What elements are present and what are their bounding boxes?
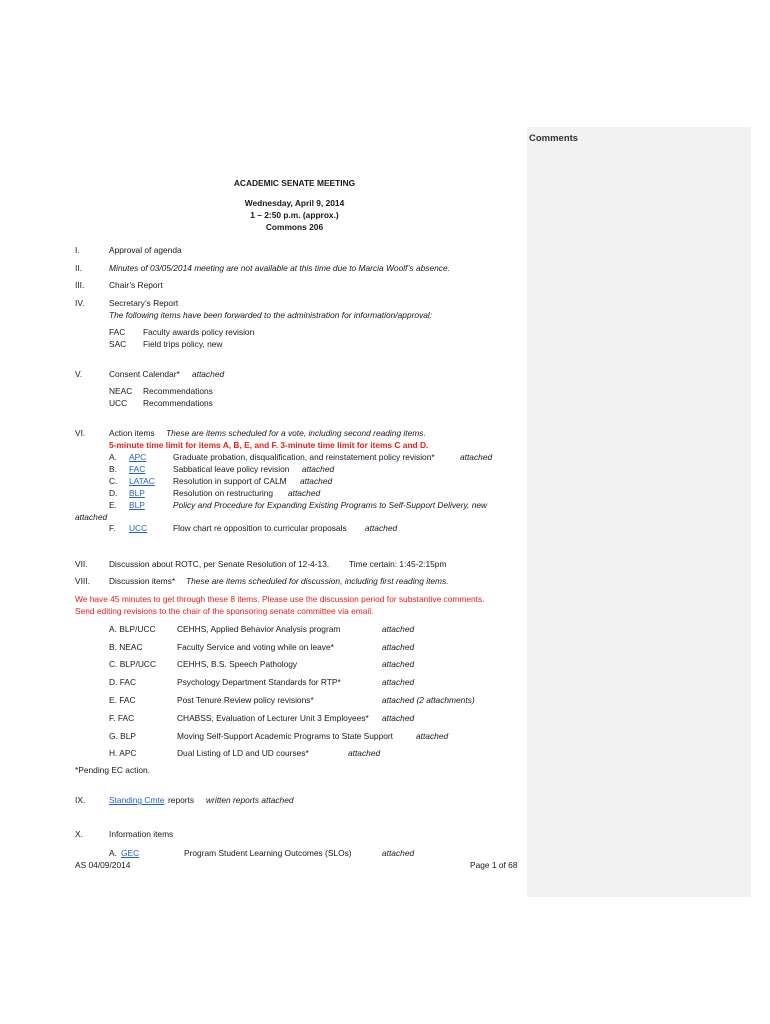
discussion-editing-note: Send editing revisions to the chair of the sponsoring senate committee via email.: [75, 606, 374, 616]
discussion-row-label: G. BLP: [109, 731, 136, 741]
item-number: IV.: [75, 298, 85, 308]
committee-link-blp[interactable]: BLP: [129, 488, 145, 498]
attached-note: attached (2 attachments): [382, 695, 475, 705]
item-reports: reports: [168, 795, 195, 805]
row-letter: A.: [109, 452, 117, 462]
row-letter: C.: [109, 476, 118, 486]
comments-pane: [527, 127, 751, 897]
row-desc: Recommendations: [143, 398, 213, 408]
row-code: NEAC: [109, 386, 133, 396]
discussion-row-label: F. FAC: [109, 713, 135, 723]
discussion-row-desc: CEHHS, Applied Behavior Analysis program: [177, 624, 341, 634]
discussion-time-note: We have 45 minutes to get through these 8 items. Please use the discussion period for substantive comments.: [75, 594, 485, 604]
discussion-row-label: C. BLP/UCC: [109, 659, 157, 669]
row-desc: Program Student Learning Outcomes (SLOs): [184, 848, 352, 858]
attached-note: attached: [348, 748, 381, 758]
discussion-row-label: H. APC: [109, 748, 137, 758]
item-secretarys-report: Secretary’s Report: [109, 298, 179, 308]
discussion-row-label: A. BLP/UCC: [109, 624, 156, 634]
attached-note: attached: [365, 523, 398, 533]
row-letter: B.: [109, 464, 117, 474]
meeting-title: ACADEMIC SENATE MEETING: [233, 178, 356, 188]
meeting-location: Commons 206: [265, 222, 324, 232]
item-number: VI.: [75, 428, 86, 438]
comments-pane-header: Comments: [529, 133, 579, 144]
attached-note: attached: [382, 848, 415, 858]
item-number: VII.: [75, 559, 88, 569]
item-rotc-discussion: Discussion about ROTC, per Senate Resolution of 12-4-13.: [109, 559, 330, 569]
committee-link-apc[interactable]: APC: [129, 452, 147, 462]
item-action-items: Action items: [109, 428, 155, 438]
time-limit-note: 5-minute time limit for items A, B, E, and F. 3-minute time limit for items C and D.: [109, 440, 429, 450]
item-approval-agenda: Approval of agenda: [109, 245, 182, 255]
item-number: VIII.: [75, 576, 90, 586]
committee-link-fac[interactable]: FAC: [129, 464, 146, 474]
discussion-row-desc: CHABSS, Evaluation of Lecturer Unit 3 Employees*: [177, 713, 369, 723]
item-number: V.: [75, 369, 83, 379]
attached-note: attached: [460, 452, 493, 462]
action-items-note: These are items scheduled for a vote, including second reading items.: [166, 428, 426, 438]
attached-note: attached: [300, 476, 333, 486]
discussion-row-desc: CEHHS, B.S. Speech Pathology: [177, 659, 298, 669]
attached-note: attached: [75, 512, 108, 522]
row-desc: Policy and Procedure for Expanding Existing Programs to Self-Support Delivery, new: [173, 500, 488, 510]
footer-page-number: Page 1 of 68: [470, 860, 518, 870]
attached-note: attached: [382, 677, 415, 687]
attached-note: attached: [288, 488, 321, 498]
discussion-row-label: D. FAC: [109, 677, 136, 687]
committee-link-gec[interactable]: GEC: [121, 848, 140, 858]
discussion-items-note: These are items scheduled for discussion, including first reading items.: [186, 576, 449, 586]
item-discussion-items: Discussion items*: [109, 576, 176, 586]
row-letter: A.: [109, 848, 117, 858]
item-number: III.: [75, 280, 85, 290]
item-number: IX.: [75, 795, 86, 805]
row-letter: E.: [109, 500, 117, 510]
time-certain: Time certain: 1:45-2:15pm: [349, 559, 447, 569]
row-code: FAC: [109, 327, 126, 337]
discussion-row-desc: Moving Self-Support Academic Programs to State Support: [177, 731, 393, 741]
item-information-items: Information items: [109, 829, 174, 839]
row-code: UCC: [109, 398, 128, 408]
row-code: SAC: [109, 339, 127, 349]
attached-note: attached: [382, 659, 415, 669]
row-letter: D.: [109, 488, 118, 498]
committee-link-blp[interactable]: BLP: [129, 500, 145, 510]
secretary-report-subtext: The following items have been forwarded to the administration for information/approval:: [109, 310, 433, 320]
row-desc: Flow chart re opposition to curricular proposals: [173, 523, 347, 533]
pending-ec-note: *Pending EC action.: [75, 765, 150, 775]
attached-note: attached: [302, 464, 335, 474]
row-letter: F.: [109, 523, 116, 533]
item-number: I.: [75, 245, 80, 255]
written-reports-note: written reports attached: [206, 795, 294, 805]
discussion-row-desc: Psychology Department Standards for RTP*: [177, 677, 341, 687]
item-number: II.: [75, 263, 82, 273]
item-chairs-report: Chair’s Report: [109, 280, 163, 290]
discussion-row-desc: Post Tenure Review policy revisions*: [177, 695, 314, 705]
row-desc: Field trips policy, new: [143, 339, 223, 349]
row-desc: Recommendations: [143, 386, 213, 396]
row-desc: Resolution in support of CALM: [173, 476, 287, 486]
attached-note: attached: [382, 624, 415, 634]
discussion-row-desc: Faculty Service and voting while on leave*: [177, 642, 334, 652]
row-desc: Graduate probation, disqualification, and reinstatement policy revision*: [173, 452, 435, 462]
row-desc: Resolution on restructuring: [173, 488, 274, 498]
attached-note: attached: [382, 642, 415, 652]
discussion-row-label: B. NEAC: [109, 642, 143, 652]
attached-note: attached: [382, 713, 415, 723]
item-number: X.: [75, 829, 83, 839]
item-minutes: Minutes of 03/05/2014 meeting are not available at this time due to Marcia Woolf’s absence.: [109, 263, 450, 273]
discussion-row-desc: Dual Listing of LD and UD courses*: [177, 748, 309, 758]
committee-link-latac[interactable]: LATAC: [129, 476, 155, 486]
discussion-row-label: E. FAC: [109, 695, 136, 705]
row-desc: Faculty awards policy revision: [143, 327, 255, 337]
meeting-time: 1 – 2:50 p.m. (approx.): [250, 210, 339, 220]
attached-note: attached: [416, 731, 449, 741]
standing-committee-link[interactable]: Standing Cmte: [109, 795, 165, 805]
committee-link-ucc[interactable]: UCC: [129, 523, 148, 533]
item-consent-calendar: Consent Calendar*: [109, 369, 180, 379]
row-desc: Sabbatical leave policy revision: [173, 464, 290, 474]
footer-date: AS 04/09/2014: [75, 860, 131, 870]
meeting-date: Wednesday, April 9, 2014: [244, 198, 345, 208]
attached-note: attached: [192, 369, 225, 379]
